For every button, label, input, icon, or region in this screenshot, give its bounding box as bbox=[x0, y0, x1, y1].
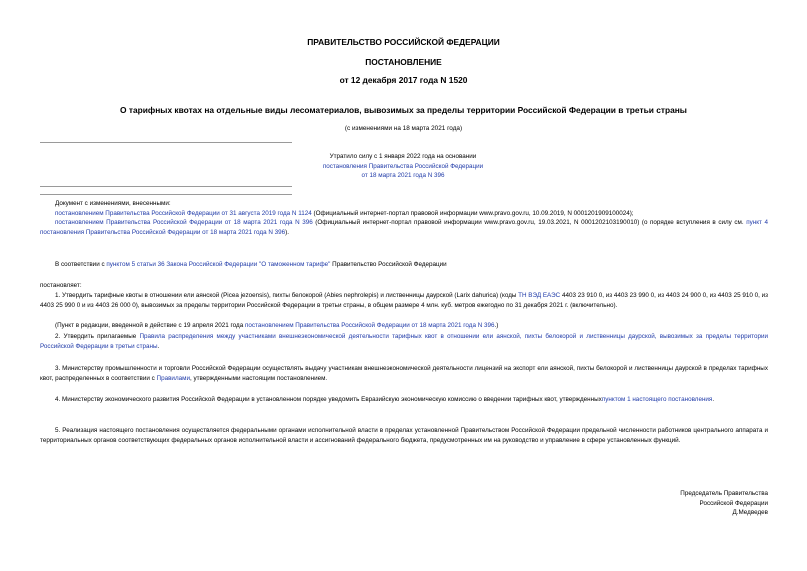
issuing-authority: ПРАВИТЕЛЬСТВО РОССИЙСКОЙ ФЕДЕРАЦИИ bbox=[307, 37, 500, 47]
amendments-block bbox=[40, 199, 768, 237]
separator-line bbox=[40, 194, 292, 195]
paragraph-2 bbox=[40, 332, 768, 351]
amendment-link[interactable]: пункт 4 постановления Правительства Российской Федерации от 18 марта 2021 года N 396 bbox=[40, 219, 769, 236]
amendment-source: (Официальный интернет-портал правовой информации www.pravo.gov.ru, 10.09.2019, N 0001201909100024); bbox=[311, 209, 634, 217]
separator-line bbox=[40, 186, 292, 187]
expired-notice-line: Утратило силу с 1 января 2022 года на основании bbox=[329, 153, 477, 160]
preamble bbox=[40, 260, 768, 270]
preamble-start: В соответствии с bbox=[55, 261, 107, 268]
preamble-end: Правительство Российской Федерации bbox=[330, 261, 447, 268]
paragraph-3 bbox=[40, 364, 768, 383]
signatory-name: Д.Медведев bbox=[732, 509, 768, 517]
tn-ved-link[interactable]: ТН ВЭД ЕАЭС bbox=[518, 292, 561, 299]
amendment-source: (Официальный интернет-портал правовой информации www.pravo.gov.ru, 19.03.2021, N 0001202103190010) (о порядке вступления в силу см. bbox=[312, 219, 747, 227]
paragraph-1 bbox=[40, 291, 768, 310]
paragraph-1-link[interactable]: пунктом 1 настоящего постановления bbox=[601, 396, 713, 403]
edition-note-link[interactable]: постановлением Правительства Российской Федерации от 18 марта 2021 года N 396 bbox=[244, 322, 495, 329]
preamble-law-link[interactable]: пунктом 5 статьи 36 Закона Российской Федерации "О таможенном тарифе" bbox=[106, 261, 331, 268]
paragraph-1-edition-note bbox=[40, 321, 768, 331]
paragraph-4-end: . bbox=[712, 396, 715, 403]
paragraph-1-start: 1. Утвердить тарифные квоты в отношении ели аянской (Picea jezoensis), пихты белокорой (Abies nephrolepis) и лиственницы даурской (Larix dahurica) (коды bbox=[55, 292, 519, 299]
signature-block bbox=[520, 489, 768, 518]
paragraph-5: 5. Реализация настоящего постановления осуществляется федеральными органами исполнительной власти в пределах установленной Правительством Российской Федерации предельной численности работников центрального аппарата и территориальных органов соответствующих федеральных органов исполнительной власти и ассигнований федерального бюджета, предусмотренных им на руководство и управление в сфере установленных функций. bbox=[40, 427, 768, 444]
paragraph-1-end: 4403 23 910 0, из 4403 23 990 0, из 4403 24 900 0, из 4403 25 910 0, из 4403 25 990 0 и из 4403 26 000 0), вывозимых за пределы территории Российской Федерации в третьи страны, в общем размере 4 млн. куб. метров ежегодно по 31 декабря 2021 г. (включительно). bbox=[40, 292, 769, 309]
expired-notice-link[interactable] bbox=[292, 162, 514, 181]
paragraph-2-end: . bbox=[157, 342, 160, 350]
separator-line bbox=[40, 142, 292, 143]
rules-short-link[interactable]: Правилами bbox=[156, 374, 190, 382]
amendment-item bbox=[40, 218, 768, 237]
amendments-intro: Документ с изменениями, внесенными: bbox=[55, 200, 171, 207]
amendment-link[interactable]: постановлением Правительства Российской Федерации от 31 августа 2019 года N 1124 bbox=[55, 209, 312, 217]
decrees-word: постановляет: bbox=[40, 282, 82, 289]
paragraph-3-start: 3. Министерству промышленности и торговли Российской Федерации осуществлять выдачу участникам внешнеэкономической деятельности лицензий на экспорт ели аянской, пихты белокорой и лиственницы даурской в пределах тарифных квот, распределенных в соответствии с bbox=[40, 365, 768, 382]
paragraph-3-end: , утвержденными настоящим постановлением. bbox=[189, 374, 328, 382]
paragraph-2-start: 2. Утвердить прилагаемые bbox=[55, 333, 140, 340]
amendment-source-end: ). bbox=[285, 228, 289, 236]
paragraph-4 bbox=[40, 395, 768, 405]
amendment-item bbox=[40, 209, 768, 219]
edition-note-end: .) bbox=[494, 322, 499, 329]
expired-notice-link-line: постановления Правительства Российской Федерации bbox=[322, 162, 484, 170]
amendment-link[interactable]: постановлением Правительства Российской Федерации от 18 марта 2021 года N 396 bbox=[55, 219, 313, 227]
document-date-number: от 12 декабря 2017 года N 1520 bbox=[339, 75, 468, 85]
rules-link[interactable]: Правила распределения между участниками внешнеэкономической деятельности тарифных квот в отношении ели аянской, пихты белокорой и лиственницы даурской, вывозимых за пределы территории Российской Федерации в третьи страны bbox=[40, 333, 768, 350]
expired-notice-link-line: от 18 марта 2021 года N 396 bbox=[361, 172, 445, 180]
signatory-title: Председатель Правительства bbox=[680, 490, 768, 497]
amendment-note: (с изменениями на 18 марта 2021 года) bbox=[344, 125, 463, 132]
signatory-org: Российской Федерации bbox=[699, 499, 768, 507]
expired-notice bbox=[292, 152, 514, 181]
document-type: ПОСТАНОВЛЕНИЕ bbox=[365, 57, 442, 67]
document-title: О тарифных квотах на отдельные виды лесоматериалов, вывозимых за пределы территории Российской Федерации в третьи страны bbox=[120, 105, 687, 115]
edition-note-start: (Пункт в редакции, введенной в действие с 19 апреля 2021 года bbox=[55, 322, 245, 329]
paragraph-4-start: 4. Министерству экономического развития Российской Федерации в установленном порядке уведомить Евразийскую экономическую комиссию о введении тарифных квот, утвержденных bbox=[55, 396, 602, 403]
